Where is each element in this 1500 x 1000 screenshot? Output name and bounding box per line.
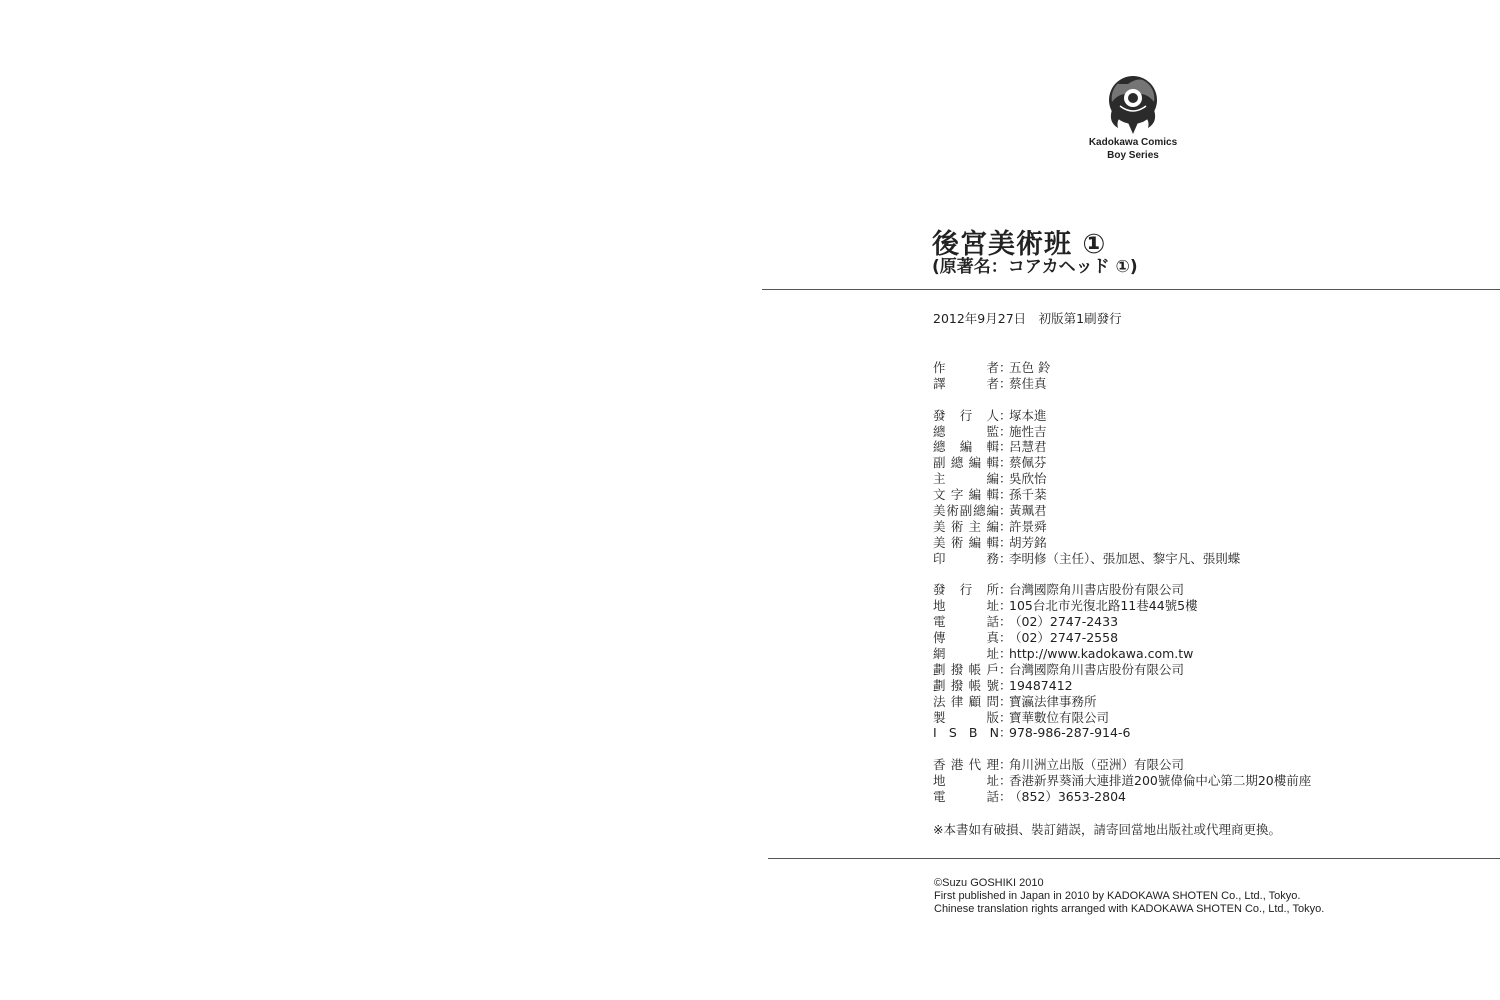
credit-value: （852）3653-2804 [1009,789,1126,805]
credit-label: 傳 真 [933,630,999,646]
credit-colon: ： [999,423,1012,439]
credit-row [933,710,1311,726]
credit-value: 塚本進 [1009,407,1047,423]
credit-label: 劃 撥 帳 號 [933,677,999,693]
credit-colon: ： [999,646,1012,662]
credit-label: 製 版 [933,709,999,725]
credit-colon: ： [999,439,1012,455]
credit-value: 五色 鈴 [1009,360,1051,375]
credit-label: 總 編 輯 [933,439,999,455]
original-title: (原著名：コアカヘッド ①) [932,257,1138,277]
credit-colon: ： [999,518,1012,534]
logo-line-1: Kadokawa Comics [1088,137,1178,148]
credit-label: 電 話 [933,614,999,630]
credit-value: 台灣國際角川書店股份有限公司 [1009,582,1185,598]
credit-colon: ： [999,534,1012,550]
credit-colon: ： [999,757,1012,773]
credit-value: 台灣國際角川書店股份有限公司 [1009,661,1185,677]
credit-colon: ： [999,503,1012,519]
credit-value: 寶瀛法律事務所 [1009,693,1097,709]
credit-label: 地 址 [933,598,999,614]
credit-label: 發 行 所 [933,582,999,598]
credit-row [933,678,1311,694]
credit-value: （02）2747-2433 [1009,614,1119,630]
credit-row [933,535,1311,551]
credit-value: 19487412 [1009,677,1073,693]
credit-value: 蔡佩芬 [1009,455,1047,471]
edition-line: 2012年9月27日 初版第1刷發行 [933,311,1122,326]
credit-label: 文 字 編 輯 [933,487,999,503]
credit-row [933,614,1311,630]
credit-label: 發 行 人 [933,407,999,423]
credit-colon: ： [999,614,1012,630]
credit-colon: ： [999,773,1012,789]
credit-row [933,773,1311,789]
credit-row [933,598,1311,614]
credit-value: （02）2747-2558 [1009,630,1119,646]
credit-label: 譯 者 [933,375,999,391]
credit-row [933,630,1311,646]
credit-value: 呂慧君 [1009,439,1047,455]
credit-value: 孫千棻 [1009,487,1047,503]
credit-row [933,725,1311,741]
credit-row [933,519,1311,535]
credit-label: 副 總 編 輯 [933,455,999,471]
credit-row [933,646,1311,662]
credit-colon: ： [999,789,1012,805]
credit-label: 劃 撥 帳 戶 [933,661,999,677]
credit-colon: ： [999,709,1012,725]
copyright-line: First published in Japan in 2010 by KADOKAWA SHOTEN Co., Ltd., Tokyo. [934,890,1301,903]
credit-row [933,439,1311,455]
credit-colon: ： [999,550,1012,566]
credit-row [933,376,1311,392]
credit-colon: ： [999,407,1012,423]
credit-row [933,662,1311,678]
credit-colon: ： [999,677,1012,693]
credit-row [933,789,1311,805]
group-spacer [933,567,1311,583]
credit-label: 地 址 [933,773,999,789]
credit-label: 總 監 [933,423,999,439]
divider-top [762,289,1500,290]
credit-value: 施性吉 [1009,423,1047,439]
phoenix-emblem-icon [1098,70,1168,136]
credit-value: 寶華數位有限公司 [1009,709,1110,725]
credit-value: 許景舜 [1009,518,1047,534]
credit-colon: ： [999,471,1012,487]
credit-row [933,424,1311,440]
credit-label: I S B N [933,725,999,741]
credit-value: 黃珮君 [1009,503,1047,519]
credit-label: 電 話 [933,789,999,805]
book-title: 後宮美術班 ① [932,229,1107,260]
credit-value: 胡芳銘 [1009,534,1047,550]
credit-row [933,503,1311,519]
group-spacer [933,392,1311,408]
credit-colon: ： [999,725,1012,741]
credit-row [933,487,1311,503]
credit-label: 法 律 顧 問 [933,693,999,709]
damage-notice: ※本書如有破損、裝訂錯誤，請寄回當地出版社或代理商更換。 [933,822,1281,837]
credit-colon: ： [999,455,1012,471]
credit-value: 蔡佳真 [1009,375,1047,391]
credit-value: 吳欣怡 [1009,471,1047,487]
publisher-logo [1082,70,1184,162]
group-spacer [933,741,1311,757]
credit-row [933,694,1311,710]
credit-value: 李明修（主任）、張加恩、黎宇凡、張則蝶 [1009,550,1241,566]
credit-label: 網 址 [933,646,999,662]
credit-row [933,408,1311,424]
credit-row [933,757,1311,773]
credit-value: 978-986-287-914-6 [1009,725,1131,741]
credit-row [933,360,1311,376]
credit-label: 香 港 代 理 [933,757,999,773]
divider-bottom [768,858,1500,859]
credit-value: 香港新界葵涌大連排道200號偉倫中心第二期20樓前座 [1009,773,1312,789]
credit-value: http://www.kadokawa.com.tw [1009,646,1194,662]
credit-colon: ： [999,693,1012,709]
copyright-line: Chinese translation rights arranged with KADOKAWA SHOTEN Co., Ltd., Tokyo. [934,903,1325,916]
logo-line-2: Boy Series [1107,150,1159,161]
credit-colon: ： [999,598,1012,614]
copyright-block [934,877,1324,917]
credit-colon: ： [999,360,1012,375]
credit-label: 印 務 [933,550,999,566]
credit-label: 美 術 主 編 [933,518,999,534]
copyright-line: ©Suzu GOSHIKI 2010 [934,877,1044,889]
credit-value: 角川洲立出版（亞洲）有限公司 [1009,757,1185,773]
credit-label: 美 術 副 總 編 [933,503,999,519]
credit-row [933,551,1311,567]
credit-row [933,582,1311,598]
credit-label: 主 編 [933,471,999,487]
credit-colon: ： [999,630,1012,646]
credit-colon: ： [999,487,1012,503]
credit-colon: ： [999,375,1012,391]
credit-colon: ： [999,661,1012,677]
credit-colon: ： [999,582,1012,598]
credit-label: 作 者 [933,360,999,375]
credit-label: 美 術 編 輯 [933,534,999,550]
credit-value: 105台北市光復北路11巷44號5樓 [1009,598,1198,614]
credit-row [933,471,1311,487]
credits-block [933,360,1311,805]
credit-row [933,455,1311,471]
